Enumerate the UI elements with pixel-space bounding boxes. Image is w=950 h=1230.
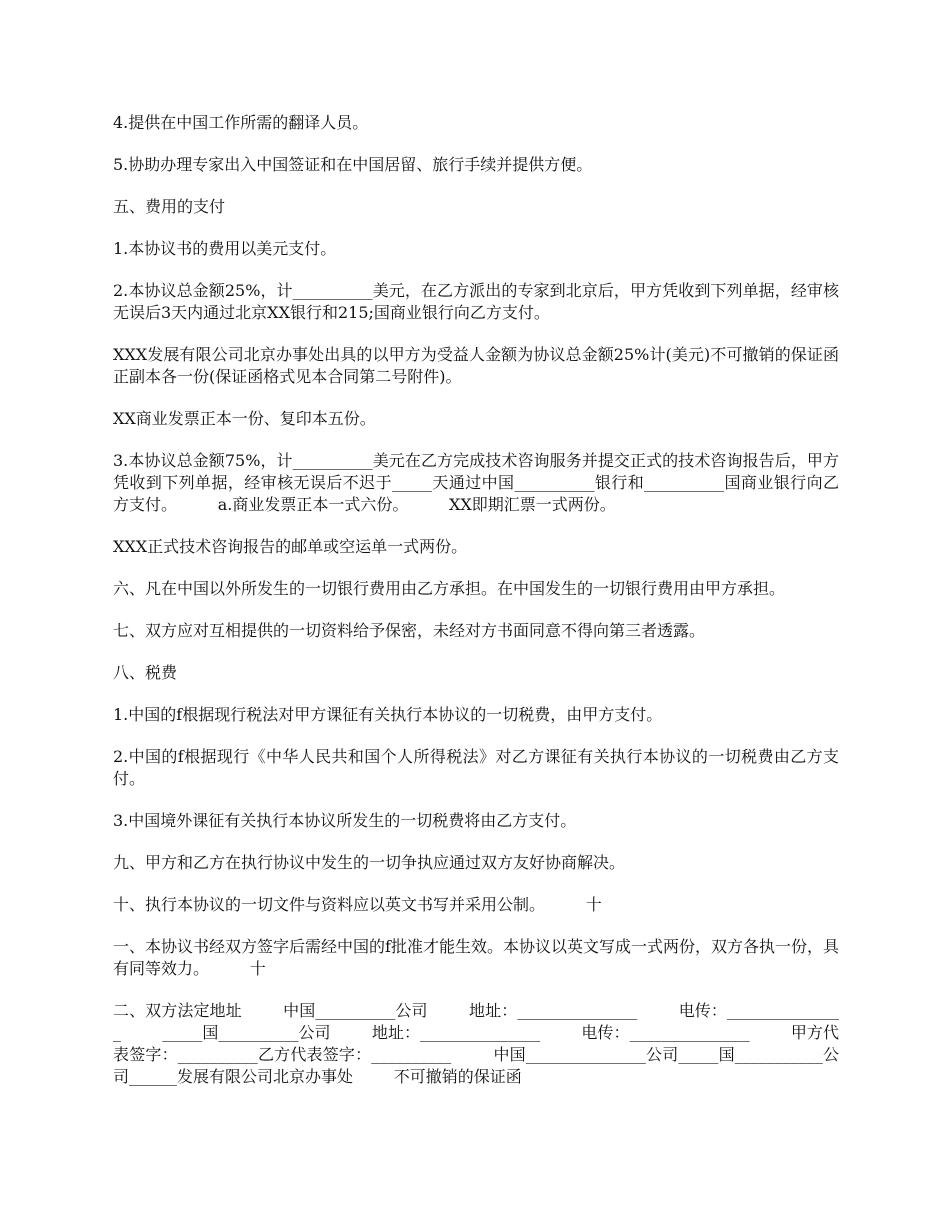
paragraph-payment-25-percent: 2.本协议总金额25%，计__________美元，在乙方派出的专家到北京后，甲方凭收到下列单据，经审核无误后3天内通过北京XX银行和215;国商业银行向乙方支付。 xyxy=(113,281,839,322)
paragraph-report-waybill: XXX正式技术咨询报告的邮单或空运单一式两份。 xyxy=(113,537,468,556)
paragraph-item-5-visa: 5.协助办理专家出入中国签证和在中国居留、旅行手续并提供方便。 xyxy=(113,155,593,174)
document-body xyxy=(113,112,839,1088)
section-dispute-resolution: 九、甲方和乙方在执行协议中发生的一切争执应通过双方友好协商解决。 xyxy=(113,853,626,872)
paragraph-tax-overseas: 3.中国境外课征有关执行本协议所发生的一切税费将由乙方支付。 xyxy=(113,811,577,830)
paragraph-guarantee-letter: XXX发展有限公司北京办事处出具的以甲方为受益人金额为协议总金额25%计(美元)不可撤销的保证函正副本各一份(保证函格式见本合同第二号附件)。 xyxy=(113,345,839,386)
section-bank-fees: 六、凡在中国以外所发生的一切银行费用由乙方承担。在中国发生的一切银行费用由甲方承担。 xyxy=(113,579,786,598)
section-language-units: 十、执行本协议的一切文件与资料应以英文书写并采用公制。 十 xyxy=(113,895,602,914)
paragraph-payment-currency: 1.本协议书的费用以美元支付。 xyxy=(113,239,337,258)
section-effectiveness: 一、本协议书经双方签字后需经中国的f批准才能生效。本协议以英文写成一式两份，双方各执一份，具有同等效力。 十 xyxy=(113,937,839,978)
paragraph-payment-75-percent: 3.本协议总金额75%，计__________美元在乙方完成技术咨询服务并提交正式的技术咨询报告后，甲方凭收到下列单据，经审核无误后不迟于_____天通过中国__________银行和__________国商业银行向乙方支付。 a.商业发票正本一式六份。 XX即期汇票一式两份。 xyxy=(113,451,839,514)
paragraph-item-4-translators: 4.提供在中国工作所需的翻译人员。 xyxy=(113,113,369,132)
section-heading-payment: 五、费用的支付 xyxy=(113,197,226,216)
paragraph-commercial-invoice: XX商业发票正本一份、复印本五份。 xyxy=(113,409,376,428)
paragraph-tax-party-a: 1.中国的f根据现行税法对甲方课征有关执行本协议的一切税费，由甲方支付。 xyxy=(113,705,663,724)
section-confidentiality: 七、双方应对互相提供的一切资料给予保密，未经对方书面同意不得向第三者透露。 xyxy=(113,621,706,640)
paragraph-tax-party-b: 2.中国的f根据现行《中华人民共和国个人所得税法》对乙方课征有关执行本协议的一切税费由乙方支付。 xyxy=(113,747,839,788)
section-legal-addresses-signatures: 二、双方法定地址 中国__________公司 地址：_______________ 电传：_______________ _____国__________公司 地址：_______________ 电传：_______________ 甲方代表签字：__________乙方代表签字：__________ 中国_______________公司_____国___________公司______发展有限公司北京办事处 不可撤销的保证函 xyxy=(113,1001,839,1086)
section-heading-taxes: 八、税费 xyxy=(113,663,178,682)
